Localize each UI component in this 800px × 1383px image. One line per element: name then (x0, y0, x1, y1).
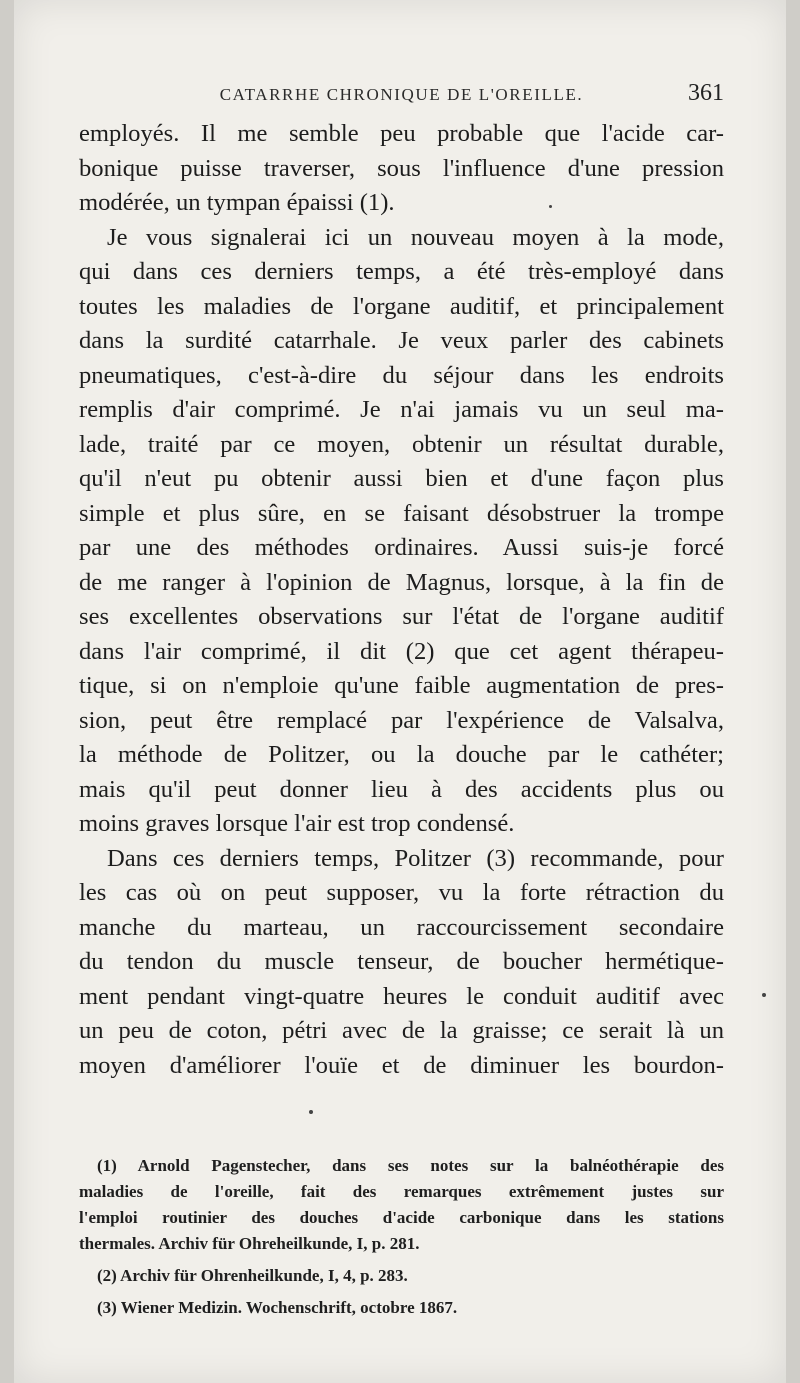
text-line: de me ranger à l'opinion de Magnus, lorsque, à la fin de (79, 568, 724, 596)
text-line: moins graves lorsque l'air est trop condensé. (79, 810, 515, 837)
text-line: mais qu'il peut donner lieu à des accidents plus ou (79, 775, 724, 803)
text-line: par une des méthodes ordinaires. Aussi suis-je forcé (79, 534, 724, 561)
text-line: manche du marteau, un raccourcissement secondaire (79, 913, 724, 941)
footnote-line: maladies de l'oreille, fait des remarques extrêmement justes sur (79, 1182, 724, 1201)
text-line: employés. Il me semble peu probable que l'acide car- (79, 120, 724, 147)
text-line: simple et plus sûre, en se faisant désobstruer la trompe (79, 499, 724, 527)
book-page (14, 0, 786, 1383)
text-line: pneumatiques, c'est-à-dire du séjour dans les endroits (79, 361, 724, 389)
page-header (79, 82, 724, 112)
text-line: modérée, un tympan épaissi (1). (79, 189, 395, 216)
text-line: dans l'air comprimé, il dit (2) que cet agent thérapeu- (79, 637, 724, 665)
text-line: les cas où on peut supposer, vu la forte rétraction du (79, 879, 724, 906)
running-title: CATARRHE CHRONIQUE DE L'OREILLE. (219, 85, 584, 104)
text-line: un peu de coton, pétri avec de la graisse; ce serait là un (79, 1017, 724, 1044)
text-line: sion, peut être remplacé par l'expérience de Valsalva, (79, 706, 724, 734)
ink-speck (762, 993, 766, 997)
text-line: Dans ces derniers temps, Politzer (3) recommande, pour (107, 844, 724, 872)
footnote-line: l'emploi routinier des douches d'acide carbonique dans les stations (79, 1208, 724, 1227)
text-line: ses excellentes observations sur l'état de l'organe auditif (79, 603, 724, 630)
text-line: moyen d'améliorer l'ouïe et de diminuer les bourdon- (79, 1051, 724, 1079)
text-line: Je vous signalerai ici un nouveau moyen à la mode, (107, 223, 724, 251)
text-line: ment pendant vingt-quatre heures le conduit auditif avec (79, 982, 724, 1010)
footnote-line: (2) Archiv für Ohrenheilkunde, I, 4, p. 283. (97, 1266, 408, 1285)
body-text (79, 117, 724, 1083)
text-line: remplis d'air comprimé. Je n'ai jamais vu un seul ma- (79, 396, 724, 423)
text-line: du tendon du muscle tenseur, de boucher hermétique- (79, 948, 724, 975)
footnote-line: (3) Wiener Medizin. Wochenschrift, octobre 1867. (97, 1298, 458, 1317)
text-line: qu'il n'eut pu obtenir aussi bien et d'une façon plus (79, 465, 724, 492)
ink-speck (309, 1110, 313, 1114)
footnote-line: (1) Arnold Pagenstecher, dans ses notes sur la balnéothérapie des (97, 1156, 724, 1175)
text-line: tique, si on n'emploie qu'une faible augmentation de pres- (79, 672, 724, 699)
ink-speck (549, 205, 552, 208)
page-number: 361 (688, 80, 724, 106)
text-line: la méthode de Politzer, ou la douche par le cathéter; (79, 741, 724, 768)
text-line: lade, traité par ce moyen, obtenir un résultat durable, (79, 430, 724, 458)
text-line: bonique puisse traverser, sous l'influence d'une pression (79, 154, 724, 182)
text-line: dans la surdité catarrhale. Je veux parler des cabinets (79, 327, 724, 354)
text-line: qui dans ces derniers temps, a été très-employé dans (79, 258, 724, 285)
footnotes (79, 1153, 724, 1321)
text-line: toutes les maladies de l'organe auditif, et principalement (79, 292, 724, 320)
footnote-line: thermales. Archiv für Ohreheilkunde, I, p. 281. (79, 1234, 420, 1253)
